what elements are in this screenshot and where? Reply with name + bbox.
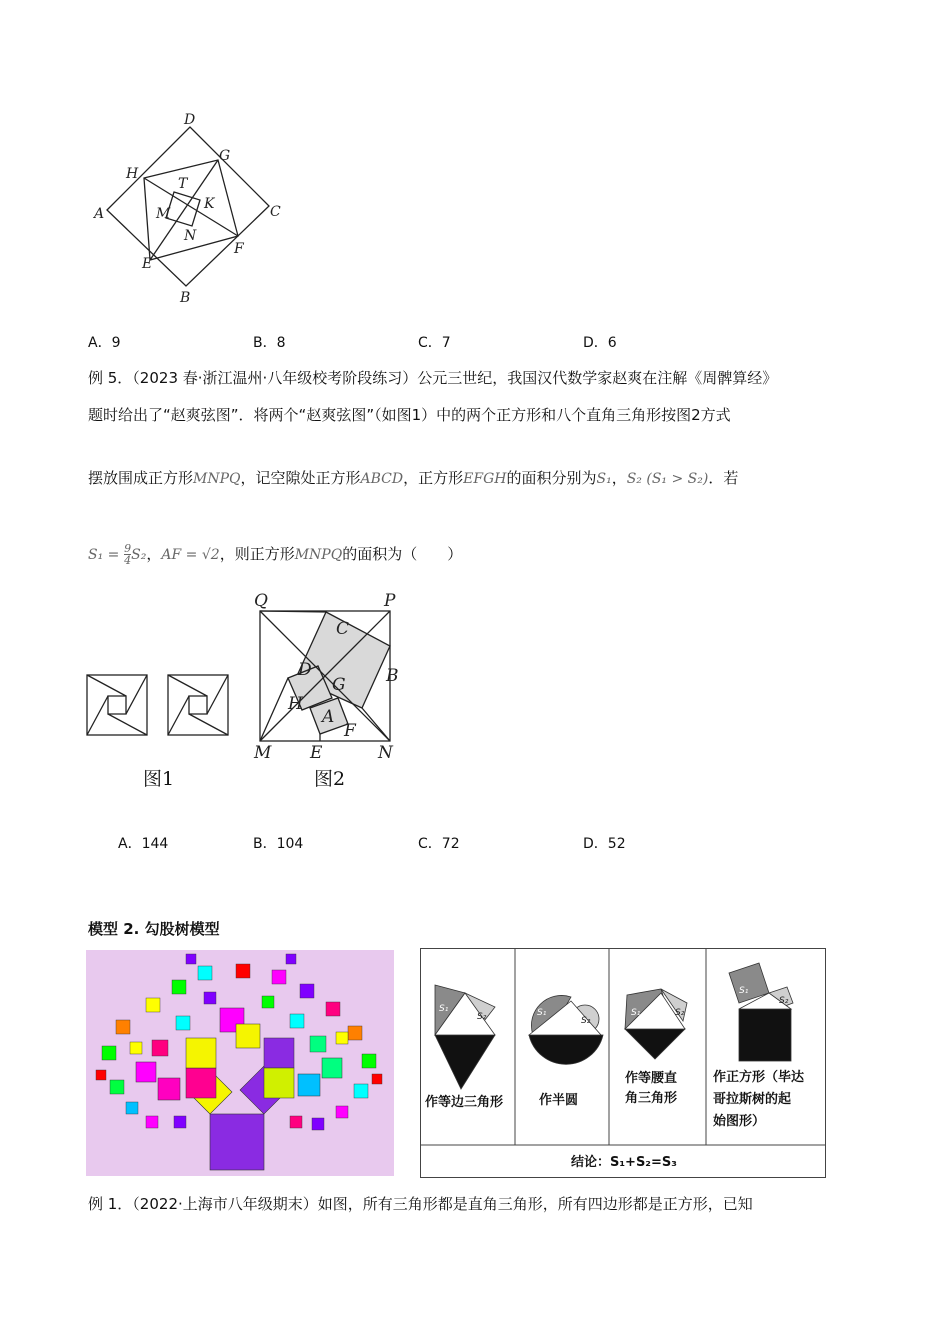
q4-option-c: C．7 <box>418 335 451 351</box>
cell3-s1: S₁ <box>631 1008 641 1018</box>
cell1-caption: 作等边三角形 <box>425 1095 504 1110</box>
cell4-s2: S₂ <box>779 996 789 1006</box>
example5-line3: 摆放围成正方形MNPQ，记空隙处正方形ABCD，正方形EFGH的面积分别为S₁，S₂ (S₁ > S₂)．若 <box>88 469 739 487</box>
example5-line1: 例 5．（2023 春·浙江温州·八年级校考阶段练习）公元三世纪，我国汉代数学家赵爽在注解《周髀算经》 <box>88 369 778 387</box>
example1-line: 例 1．（2022·上海市八年级期末）如图，所有三角形都是直角三角形，所有四边形都是正方形，已知 <box>88 1195 753 1213</box>
cell2-caption: 作半圆 <box>539 1093 579 1108</box>
fig2-label-G: G <box>332 675 346 695</box>
model-conclusion: 结论：S₁+S₂=S₃ <box>571 1155 677 1170</box>
cell1-s1: S₁ <box>439 1004 449 1014</box>
figure2-caption: 图2 <box>314 768 346 790</box>
fig2-label-D: D <box>298 660 312 680</box>
q5-option-a: A．144 <box>118 836 169 852</box>
cell1-s2: S₂ <box>477 1012 487 1022</box>
fig2-label-E: E <box>310 743 323 763</box>
fig2-label-A: A <box>322 707 335 727</box>
q4-option-a: A．9 <box>88 335 121 351</box>
example5-line4: S₁ = $\frac{9}{4}$ S₂，AF = √2，则正方形MNPQ的面积为（ ） <box>88 542 463 567</box>
q4-option-b: B．8 <box>253 335 286 351</box>
figure2-square-arrangement <box>248 586 408 766</box>
label-H: H <box>126 166 139 182</box>
fig2-label-Q: Q <box>254 591 268 611</box>
fig2-label-H: H <box>288 694 303 714</box>
q5-option-b: B．104 <box>253 836 304 852</box>
fraction-nine-fourths: $\frac{9}{4}$ <box>124 542 132 567</box>
model-panel-drawing <box>421 949 825 1177</box>
label-E: E <box>142 256 153 272</box>
q5-option-d: D．52 <box>583 836 626 852</box>
example5-line2: 题时给出了“赵爽弦图”．将两个“赵爽弦图”（如图1）中的两个正方形和八个直角三角形按图2方式 <box>88 406 731 424</box>
fig2-label-N: N <box>378 743 393 763</box>
label-C: C <box>270 204 281 220</box>
label-A: A <box>94 206 105 222</box>
label-B: B <box>180 290 191 306</box>
fig2-label-M: M <box>254 743 272 763</box>
fig2-label-C: C <box>336 619 350 639</box>
figure1-zhaoshuang-diagrams <box>86 674 236 738</box>
figure1-caption: 图1 <box>143 768 175 790</box>
cell2-s1: S₁ <box>537 1008 547 1018</box>
cell3-caption: 作等腰直 角三角形 <box>625 1071 678 1106</box>
fig2-label-F: F <box>344 721 356 741</box>
fig2-label-P: P <box>384 591 396 611</box>
cell3-s2: S₂ <box>675 1008 685 1018</box>
label-F: F <box>234 241 244 257</box>
model2-heading: 模型 2. 勾股树模型 <box>88 920 220 938</box>
cell4-s1: S₁ <box>739 986 749 996</box>
q5-option-c: C．72 <box>418 836 460 852</box>
label-T: T <box>178 176 188 192</box>
label-G: G <box>219 148 231 164</box>
label-D: D <box>184 112 196 128</box>
square-geometry-figure <box>86 108 296 308</box>
label-K: K <box>204 196 215 212</box>
cell4-caption: 作正方形（毕达 哥拉斯树的起 始图形） <box>713 1070 805 1129</box>
cell2-s2: S₂ <box>581 1016 591 1026</box>
label-N: N <box>184 228 197 244</box>
label-M: M <box>156 206 171 222</box>
q4-option-d: D．6 <box>583 335 617 351</box>
pythagoras-tree-image <box>86 950 394 1176</box>
fig2-label-B: B <box>386 666 399 686</box>
pythagoras-model-panel <box>420 948 826 1178</box>
